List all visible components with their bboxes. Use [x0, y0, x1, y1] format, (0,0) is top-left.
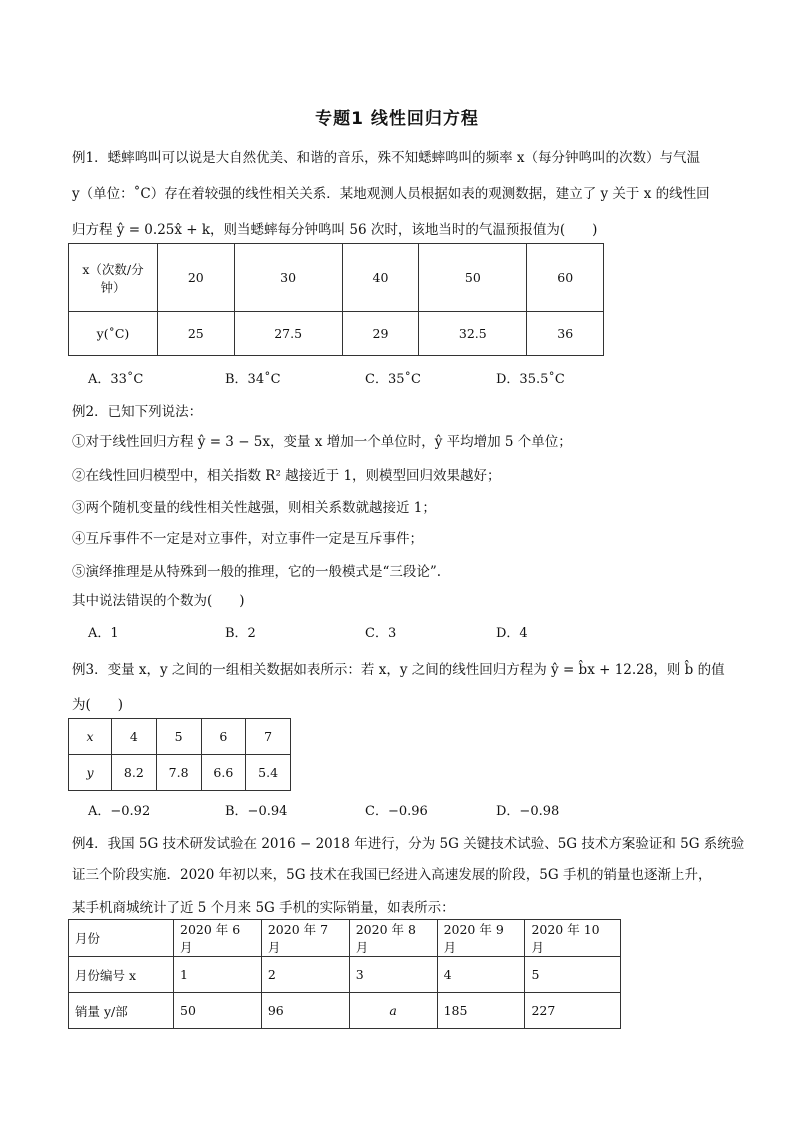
table-cell: 50: [419, 244, 527, 312]
table-cell: 2020 年 9 月: [437, 920, 525, 957]
page-title: 专题1 线性回归方程: [315, 109, 479, 129]
option-c: C．3: [365, 626, 397, 641]
ex1-line-2: y（单位：˚C）存在着较强的线性相关关系．某地观测人员根据如表的观测数据，建立了 y 关于 x 的线性回: [72, 186, 710, 202]
table-cell: y(˚C): [69, 312, 158, 356]
ex3-line-2: 为( ): [72, 697, 124, 713]
table-cell: 5: [525, 957, 621, 993]
ex3-line-1: 例3．变量 x，y 之间的一组相关数据如表所示：若 x，y 之间的线性回归方程为 ŷ = b̂x + 12.28，则 b̂ 的值: [72, 662, 725, 678]
option-a: A．−0.92: [88, 804, 151, 819]
table-cell: 5: [156, 719, 201, 755]
option-d: D．4: [496, 626, 528, 641]
ex1-line-1: 例1．蟋蟀鸣叫可以说是大自然优美、和谐的音乐，殊不知蟋蟀鸣叫的频率 x（每分钟鸣叫的次数）与气温: [72, 150, 700, 166]
table-row: [69, 993, 621, 1029]
option-a: A．1: [88, 626, 119, 641]
table-cell: 4: [112, 719, 157, 755]
table-cell: 20: [158, 244, 235, 312]
table-cell: 96: [261, 993, 349, 1029]
option-b: B．2: [225, 626, 256, 641]
table-cell: 2020 年 8 月: [349, 920, 437, 957]
table-cell: x: [69, 719, 112, 755]
table-cell: 5.4: [246, 755, 291, 791]
table-cell: 2020 年 7 月: [261, 920, 349, 957]
table-cell: 4: [437, 957, 525, 993]
table-row: [69, 957, 621, 993]
table-cell: 25: [158, 312, 235, 356]
option-d: D．35.5˚C: [496, 372, 565, 387]
table-cell: a: [349, 993, 437, 1029]
table-cell: 2: [261, 957, 349, 993]
table-cell: 60: [527, 244, 604, 312]
table-cell: 3: [349, 957, 437, 993]
table-cell: 27.5: [234, 312, 342, 356]
table-row: [69, 244, 604, 312]
ex4-line-2: 证三个阶段实施．2020 年初以来，5G 技术在我国已经进入高速发展的阶段，5G 手机的销量也逐渐上升，: [72, 867, 712, 883]
table-cell: 2020 年 10 月: [525, 920, 621, 957]
table-row: [69, 312, 604, 356]
table-cell: 销量 y/部: [69, 993, 174, 1029]
ex2-line-6: ⑤演绎推理是从特殊到一般的推理，它的一般模式是“三段论”.: [72, 564, 442, 580]
table-cell: 月份编号 x: [69, 957, 174, 993]
ex1-table: [68, 243, 604, 356]
table-cell: 6.6: [201, 755, 246, 791]
table-cell: 7: [246, 719, 291, 755]
ex4-table: [68, 919, 621, 1029]
table-cell: 8.2: [112, 755, 157, 791]
table-cell: 36: [527, 312, 604, 356]
option-b: B．−0.94: [225, 804, 288, 819]
ex2-line-1: 例2．已知下列说法：: [72, 404, 203, 420]
table-cell: 1: [174, 957, 262, 993]
table-cell: 29: [342, 312, 419, 356]
option-b: B．34˚C: [225, 372, 281, 387]
ex4-line-3: 某手机商城统计了近 5 个月来 5G 手机的实际销量，如表所示：: [72, 900, 455, 916]
option-d: D．−0.98: [496, 804, 560, 819]
ex1-line-3: 归方程 ŷ = 0.25x̂ + k，则当蟋蟀每分钟鸣叫 56 次时，该地当时的气温预报值为( ): [72, 222, 598, 238]
ex2-line-4: ③两个随机变量的线性相关性越强，则相关系数就越接近 1；: [72, 500, 436, 516]
ex2-line-2: ①对于线性回归方程 ŷ = 3 − 5x，变量 x 增加一个单位时，ŷ 平均增加 5 个单位；: [72, 434, 572, 450]
ex2-line-7: 其中说法错误的个数为( ): [72, 593, 245, 609]
table-cell: y: [69, 755, 112, 791]
table-cell: 30: [234, 244, 342, 312]
table-cell: 185: [437, 993, 525, 1029]
table-cell: 7.8: [156, 755, 201, 791]
table-row: [69, 920, 621, 957]
ex3-table: [68, 718, 291, 791]
table-cell: 32.5: [419, 312, 527, 356]
ex2-line-3: ②在线性回归模型中，相关指数 R² 越接近于 1，则模型回归效果越好；: [72, 468, 501, 484]
ex2-line-5: ④互斥事件不一定是对立事件，对立事件一定是互斥事件；: [72, 531, 423, 547]
table-cell: 40: [342, 244, 419, 312]
table-cell: 227: [525, 993, 621, 1029]
option-c: C．35˚C: [365, 372, 421, 387]
table-row: [69, 755, 291, 791]
option-c: C．−0.96: [365, 804, 428, 819]
table-row: [69, 719, 291, 755]
ex4-line-1: 例4．我国 5G 技术研发试验在 2016 − 2018 年进行，分为 5G 关键技术试验、5G 技术方案验证和 5G 系统验: [72, 836, 745, 852]
table-cell: 6: [201, 719, 246, 755]
table-cell: 2020 年 6 月: [174, 920, 262, 957]
table-cell: 50: [174, 993, 262, 1029]
table-cell: x（次数/分钟）: [69, 244, 158, 312]
option-a: A．33˚C: [88, 372, 144, 387]
table-cell: 月份: [69, 920, 174, 957]
